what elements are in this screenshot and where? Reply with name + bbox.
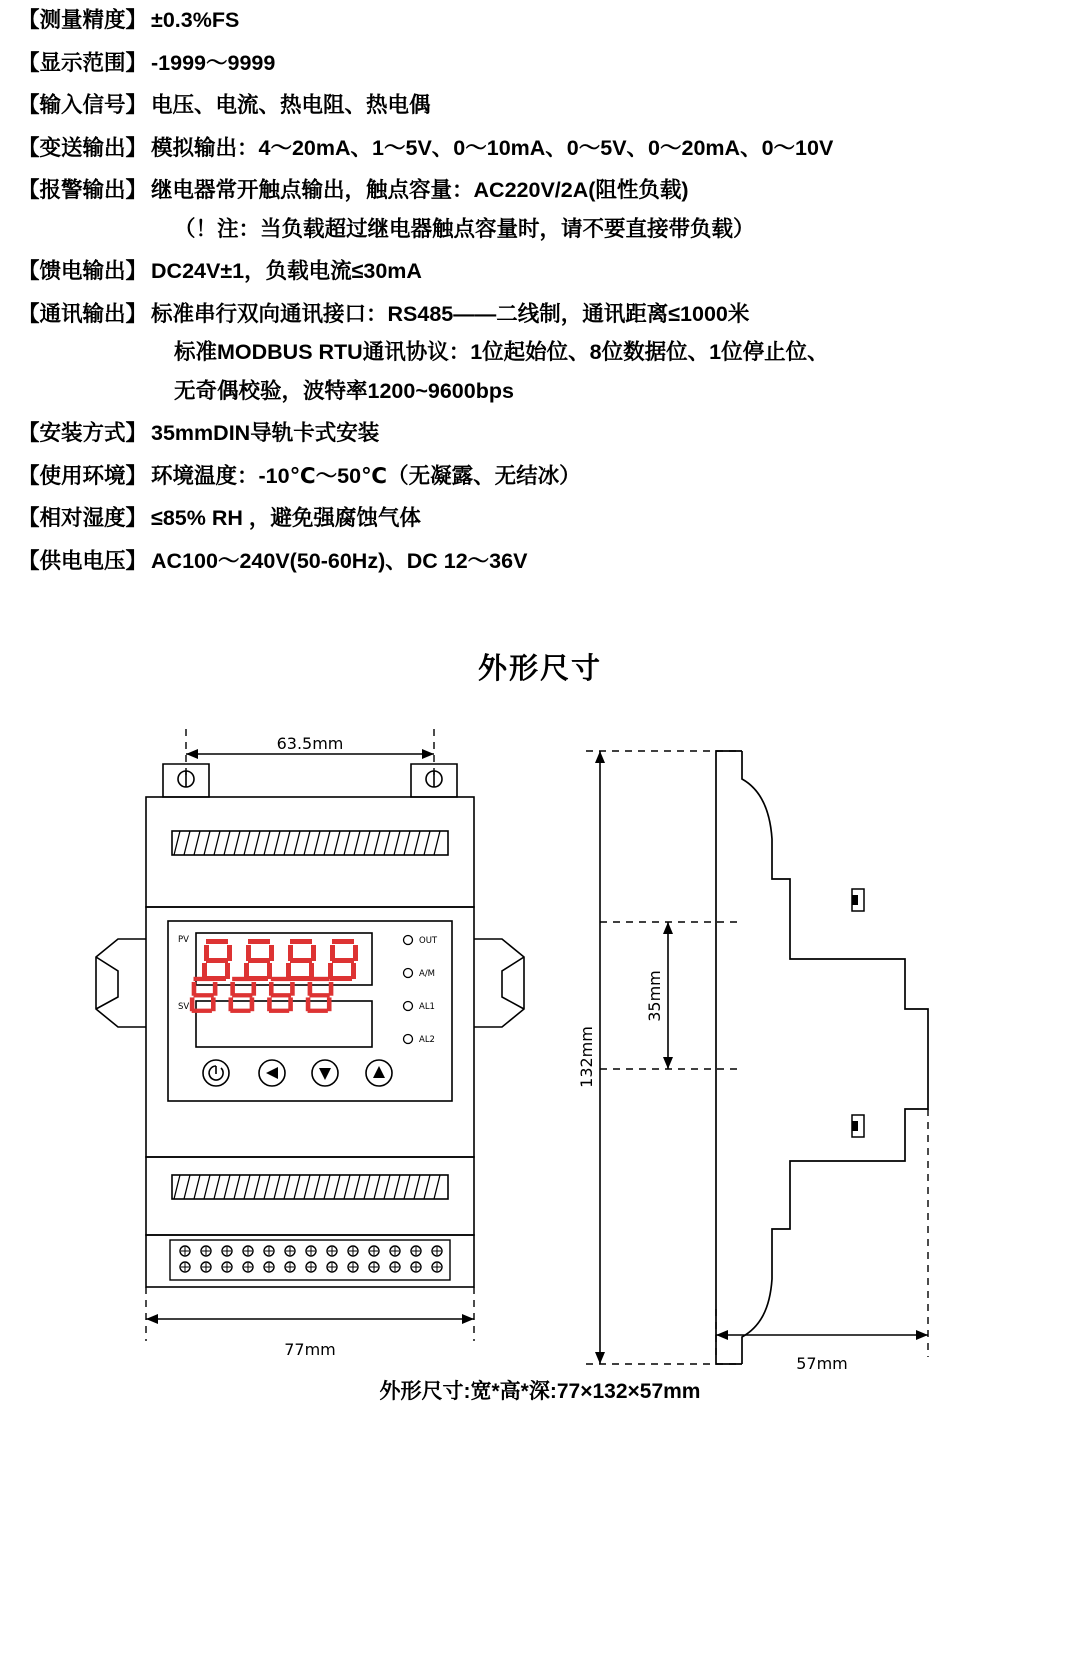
spec-row [18, 50, 1080, 75]
spec-note [170, 216, 1080, 241]
spec-row [18, 95, 1080, 117]
spec-value: AC100～240V(50-60Hz)、DC 12～36V [151, 548, 528, 573]
dim-height-side-text: 132mm [577, 1026, 596, 1088]
section-title: 外形尺寸 [477, 653, 602, 685]
spec-value: -1999～9999 [151, 50, 276, 75]
spec-label: 【馈电输出】 [18, 259, 148, 283]
spec-row [18, 10, 1080, 32]
drawing-caption: 外形尺寸:宽*高*深:77×132×57mm [379, 1380, 701, 1403]
spec-label: 【报警输出】 [18, 178, 148, 202]
spec-row [18, 261, 1080, 283]
spec-label: 【显示范围】 [18, 50, 148, 75]
spec-label: 【供电电压】 [18, 548, 148, 573]
spec-value: DC24V±1，负载电流≤30mA [151, 259, 422, 283]
spec-value: 环境温度：-10℃～50℃（无凝露、无结冰） [151, 463, 581, 488]
spec-label: 【变送输出】 [18, 135, 148, 160]
spec-row [18, 463, 1080, 488]
spec-value: 继电器常开触点输出，触点容量：AC220V/2A(阻性负载) [151, 178, 689, 202]
spec-continuation-text: 标准MODBUS RTU通讯协议：1位起始位、8位数据位、1位停止位、 [174, 340, 829, 364]
dim-depth-text: 57mm [796, 1354, 848, 1369]
spec-value: ≤85% RH ，避免强腐蚀气体 [151, 506, 421, 530]
spec-row [18, 301, 1080, 326]
sv-label: SV [178, 1002, 190, 1012]
spec-value: 电压、电流、热电阻、热电偶 [151, 93, 431, 117]
indicator-label-out: OUT [419, 936, 438, 946]
pv-label: PV [178, 935, 189, 945]
spec-continuation [170, 378, 1080, 403]
spec-continuation-text: 无奇偶校验，波特率1200~9600bps [174, 378, 514, 403]
spec-row [18, 135, 1080, 160]
dim-height-rail-text: 35mm [645, 970, 664, 1022]
indicator-label-al1: AL1 [419, 1002, 435, 1012]
spec-label: 【测量精度】 [18, 8, 148, 32]
spec-continuation [170, 342, 1080, 364]
spec-value: 35mmDIN导轨卡式安装 [151, 421, 380, 445]
spec-row [18, 508, 1080, 530]
spec-label: 【相对湿度】 [18, 506, 148, 530]
dimension-drawing [0, 709, 1080, 1369]
indicator-label-al2: AL2 [419, 1035, 435, 1045]
spec-value: 模拟输出：4～20mA、1～5V、0～10mA、0～5V、0～20mA、0～10V [151, 135, 834, 160]
specification-list [0, 0, 1080, 572]
spec-label: 【输入信号】 [18, 93, 148, 117]
spec-value: ±0.3%FS [151, 8, 240, 32]
spec-label: 【安装方式】 [18, 421, 148, 445]
spec-row [18, 180, 1080, 202]
spec-value: 标准串行双向通讯接口：RS485——二线制，通讯距离≤1000米 [151, 301, 750, 326]
spec-row [18, 548, 1080, 573]
spec-row [18, 423, 1080, 445]
spec-label: 【使用环境】 [18, 463, 148, 488]
dim-width-bottom-text: 77mm [284, 1340, 336, 1359]
spec-note-text: （！注：当负载超过继电器触点容量时，请不要直接带负载） [174, 216, 755, 241]
dim-width-top-text: 63.5mm [276, 734, 344, 753]
indicator-label-am: A/M [419, 969, 436, 979]
spec-label: 【通讯输出】 [18, 301, 148, 326]
